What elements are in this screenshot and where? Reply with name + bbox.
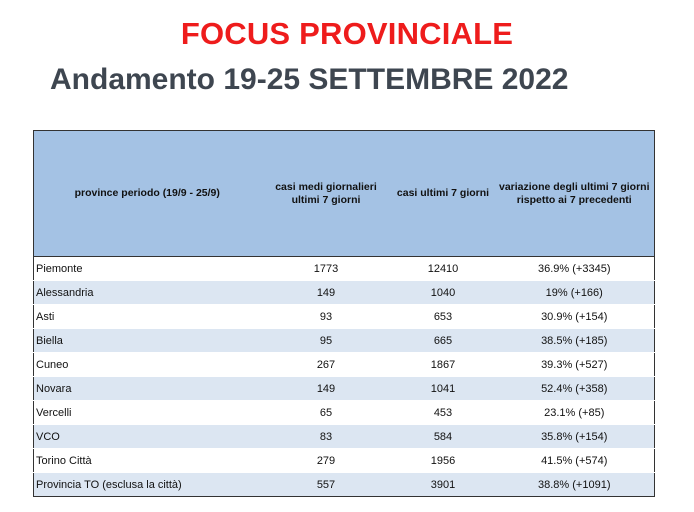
cell-variation: 39.3% (+527) [495,353,655,377]
cell-province: Asti [34,305,261,329]
table-row [34,377,655,401]
table-row [34,449,655,473]
table-row [34,281,655,305]
cell-avg-daily: 557 [261,473,392,497]
table-body [34,257,655,497]
header-row [34,131,655,257]
cell-province: Torino Città [34,449,261,473]
cell-weekly: 1041 [392,377,495,401]
cell-variation: 41.5% (+574) [495,449,655,473]
cell-weekly: 12410 [392,257,495,281]
table-row [34,353,655,377]
cell-avg-daily: 83 [261,425,392,449]
cell-variation: 38.5% (+185) [495,329,655,353]
cell-province: Vercelli [34,401,261,425]
cell-avg-daily: 149 [261,281,392,305]
cell-weekly: 665 [392,329,495,353]
cell-province: VCO [34,425,261,449]
cell-weekly: 453 [392,401,495,425]
table-row [34,473,655,497]
cell-avg-daily: 1773 [261,257,392,281]
header-weekly-cases: casi ultimi 7 giorni [392,131,495,257]
header-province: province periodo (19/9 - 25/9) [34,131,261,257]
page-title: FOCUS PROVINCIALE [180,16,514,51]
table-row [34,425,655,449]
cell-province: Alessandria [34,281,261,305]
province-table [33,130,655,497]
table-row [34,401,655,425]
cell-avg-daily: 65 [261,401,392,425]
cell-avg-daily: 149 [261,377,392,401]
header-avg-daily-cases: casi medi giornalieri ultimi 7 giorni [261,131,392,257]
cell-variation: 38.8% (+1091) [495,473,655,497]
cell-weekly: 1956 [392,449,495,473]
cell-variation: 30.9% (+154) [495,305,655,329]
cell-avg-daily: 93 [261,305,392,329]
cell-province: Biella [34,329,261,353]
cell-variation: 35.8% (+154) [495,425,655,449]
cell-province: Cuneo [34,353,261,377]
table-row [34,305,655,329]
cell-variation: 52.4% (+358) [495,377,655,401]
cell-weekly: 584 [392,425,495,449]
table-row [34,257,655,281]
table-header [34,131,655,257]
header-weekly-variation: variazione degli ultimi 7 giorni rispetto ai 7 precedenti [495,131,655,257]
cell-weekly: 653 [392,305,495,329]
cell-variation: 23.1% (+85) [495,401,655,425]
cell-variation: 36.9% (+3345) [495,257,655,281]
cell-variation: 19% (+166) [495,281,655,305]
cell-weekly: 1040 [392,281,495,305]
table-row [34,329,655,353]
cell-avg-daily: 267 [261,353,392,377]
cell-province: Provincia TO (esclusa la città) [34,473,261,497]
cell-province: Novara [34,377,261,401]
page-subtitle: Andamento 19-25 SETTEMBRE 2022 [50,63,569,96]
cell-avg-daily: 279 [261,449,392,473]
cell-province: Piemonte [34,257,261,281]
cell-avg-daily: 95 [261,329,392,353]
cell-weekly: 1867 [392,353,495,377]
cell-weekly: 3901 [392,473,495,497]
